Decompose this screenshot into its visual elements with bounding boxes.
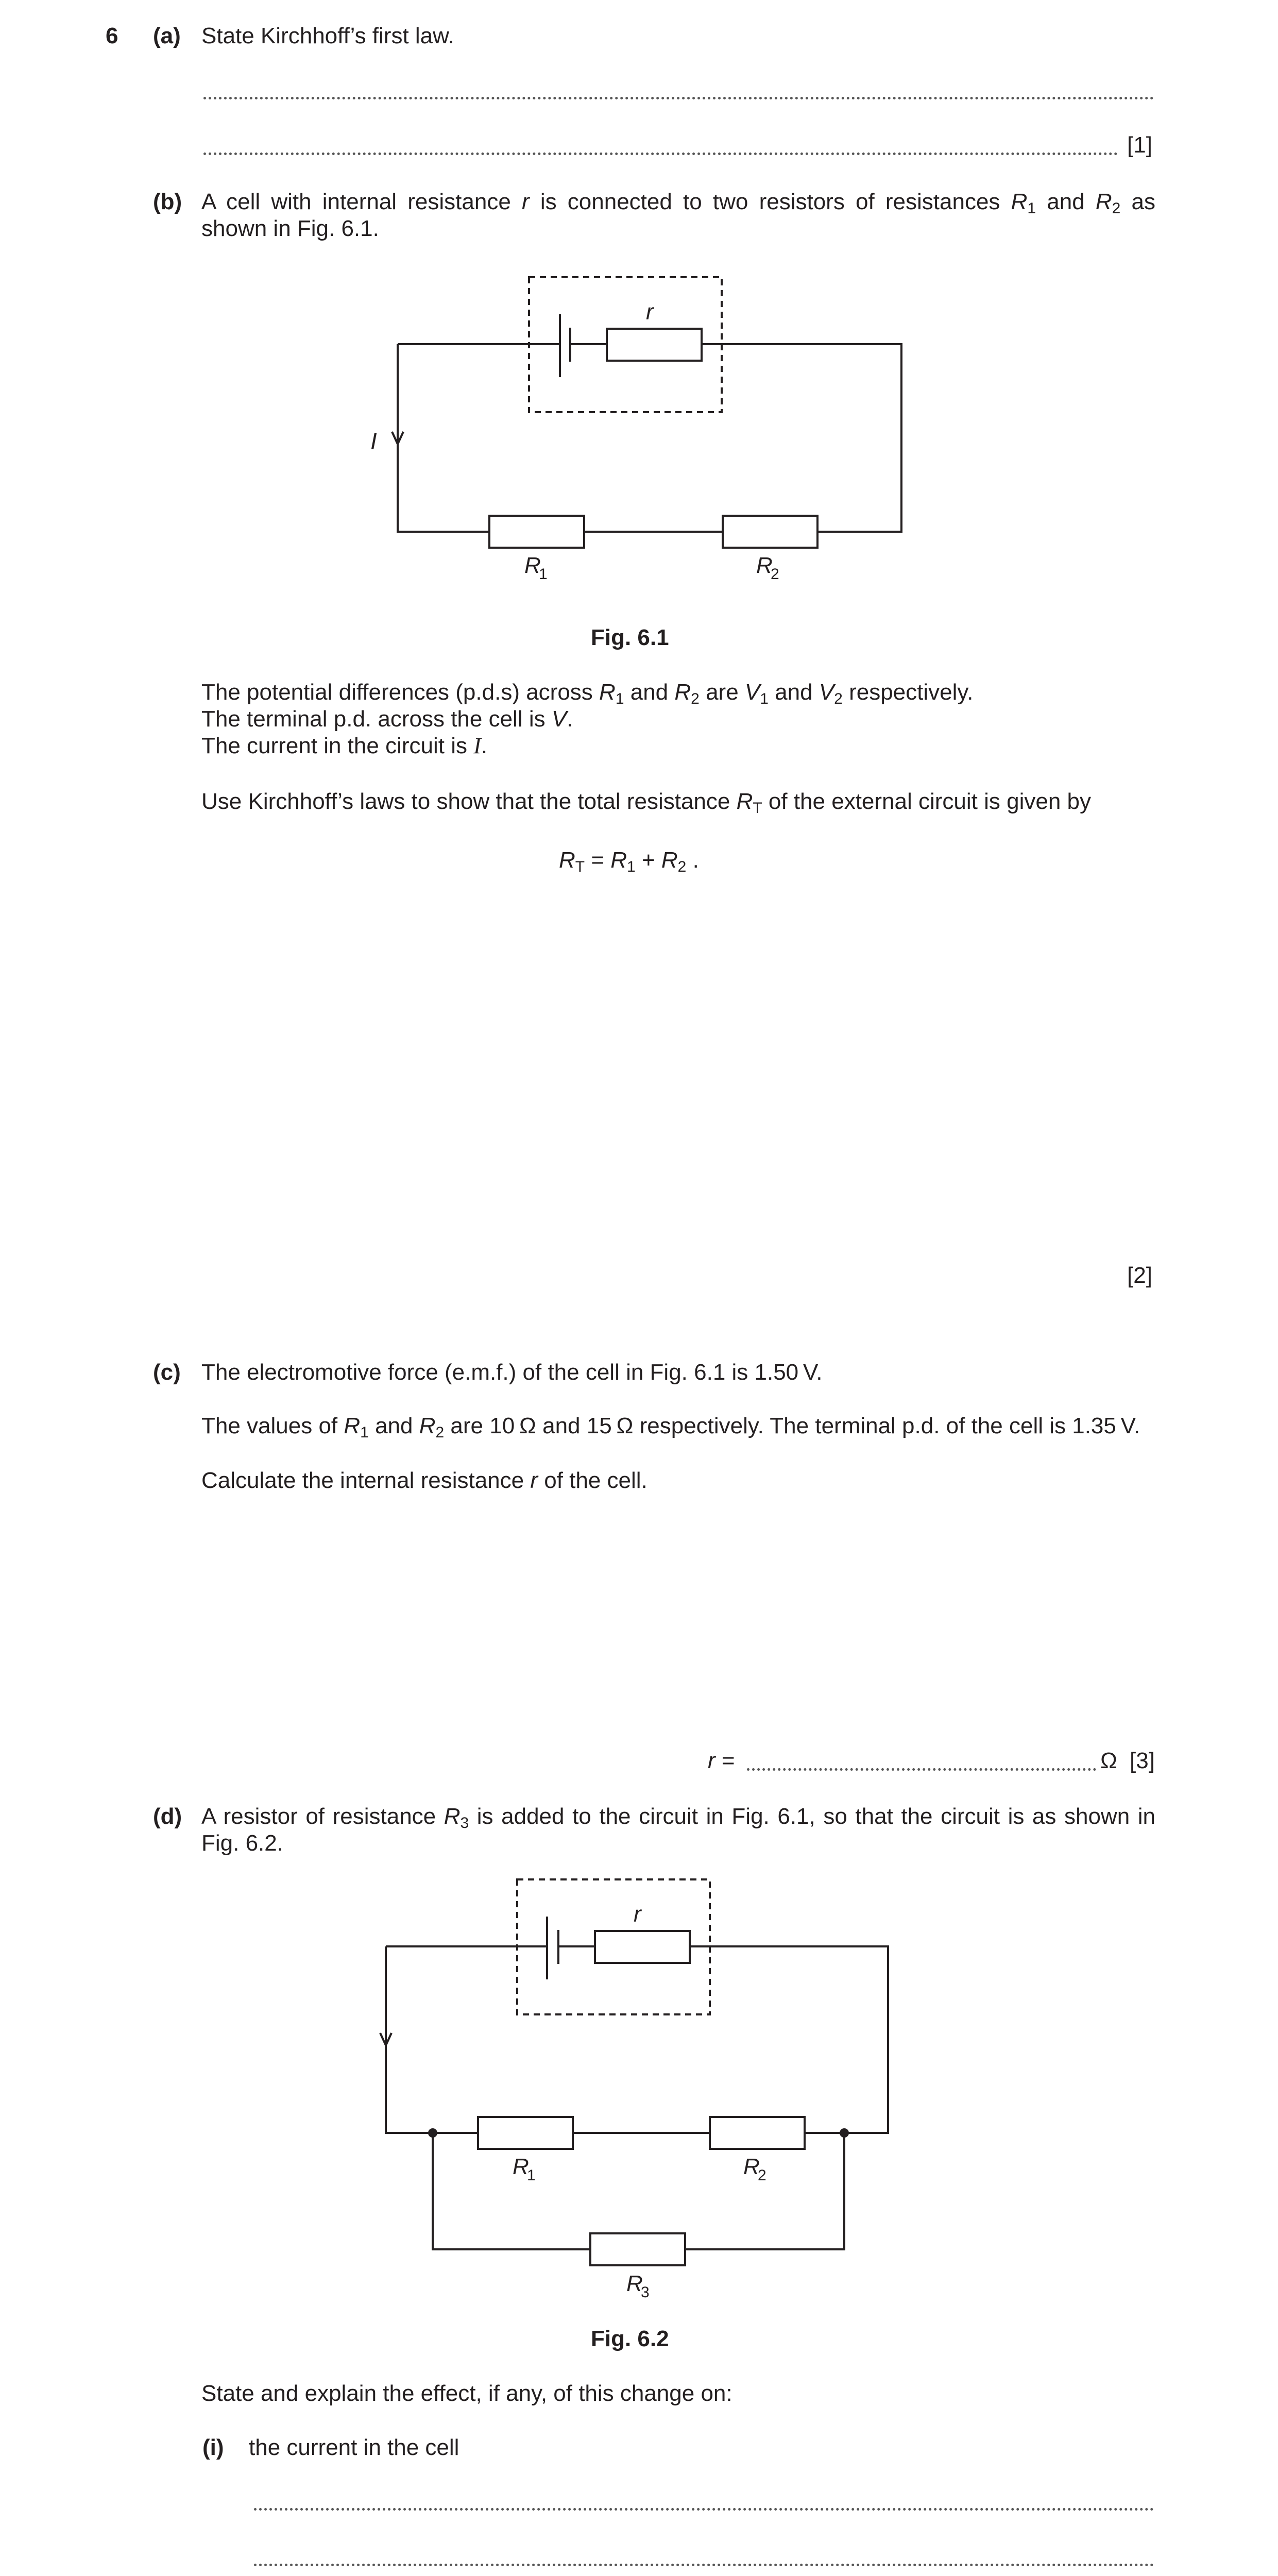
part-b-instruction: Use Kirchhoff’s laws to show that the total resistance $R_T$ of the external circuit is given by [201,789,1091,817]
part-c-line-2: The values of $R_1$ and $R_2$ are 10 Ω and 15 Ω respectively. The terminal p.d. of the cell is 1.35 V. [201,1413,1140,1441]
part-b-prompt-line-2: shown in Fig. 6.1. [201,216,379,241]
part-c-line-3: Calculate the internal resistance r of the cell. [201,1468,647,1493]
label-r: r [634,1902,641,1927]
part-c-label: (c) [153,1360,181,1385]
resistor-r2 [710,2117,805,2149]
label-r1-sub: 1 [527,2167,536,2184]
internal-resistor [607,329,702,361]
label-r3: R [626,2271,643,2296]
answer-line-d-i-1[interactable] [254,2508,1154,2511]
part-d-label: (d) [153,1804,182,1829]
junction-right [840,2128,849,2138]
part-c-answer-line[interactable] [747,1768,1096,1771]
resistor-r2 [723,516,817,548]
part-b-equation: $R_T = R_1 + R_2$ . [559,848,699,875]
label-r2: R [743,2154,760,2179]
label-r1: R [524,553,541,578]
label-r2: R [756,553,773,578]
label-r2-sub: 2 [758,2167,766,2184]
part-b-text-1: The potential differences (p.d.s) across $R_1$ and $R_2$ are $V_1$ and $V_2$ respectively. [201,680,974,707]
internal-resistor [595,1931,690,1963]
part-a-mark: [1] [1127,132,1152,158]
resistor-r3 [590,2233,685,2265]
label-r1: R [513,2154,529,2179]
wires [386,1946,888,2133]
part-d-line-1: A resistor of resistance $R_3$ is added to the circuit in Fig. 6.1, so that the circuit is as shown in [201,1804,1156,1832]
answer-line-d-i-2[interactable] [254,2564,1154,2566]
part-a-prompt: State Kirchhoff’s first law. [201,23,454,48]
question-number: 6 [106,23,118,48]
part-c-line-1: The electromotive force (e.m.f.) of the cell in Fig. 6.1 is 1.50 V. [201,1360,823,1385]
label-r2-sub: 2 [771,566,779,583]
part-a-label: (a) [153,23,181,48]
part-c-answer-label: r = [708,1748,735,1773]
part-c-unit: Ω [1100,1748,1117,1773]
label-r: r [646,299,654,325]
part-b-label: (b) [153,189,182,214]
figure-6-1-caption: Fig. 6.1 [591,625,669,650]
label-current: I [370,428,377,454]
label-r1-sub: 1 [539,566,548,583]
part-b-mark: [2] [1127,1263,1152,1288]
junction-left [428,2128,437,2138]
part-d-line-2: Fig. 6.2. [201,1831,283,1856]
figure-6-1-circuit [0,0,1278,618]
part-b-text-2: The terminal p.d. across the cell is V. [201,706,573,732]
part-d-instruction: State and explain the effect, if any, of this change on: [201,2381,732,2406]
part-d-i-label: (i) [202,2435,224,2460]
resistor-r1 [478,2117,573,2149]
part-b-text-3: The current in the circuit is I. [201,733,488,758]
figure-6-2-caption: Fig. 6.2 [591,2326,669,2351]
wires [398,344,901,532]
part-d-i-text: the current in the cell [249,2435,459,2460]
figure-6-2-circuit [0,1855,1278,2318]
parallel-branch-wires [433,2133,844,2249]
part-b-prompt-line-1: A cell with internal resistance r is connected to two resistors of resistances $R_1$ and $R_2$ as [201,189,1156,217]
label-r3-sub: 3 [641,2284,650,2301]
part-c-mark: [3] [1130,1748,1155,1773]
resistor-r1 [489,516,584,548]
